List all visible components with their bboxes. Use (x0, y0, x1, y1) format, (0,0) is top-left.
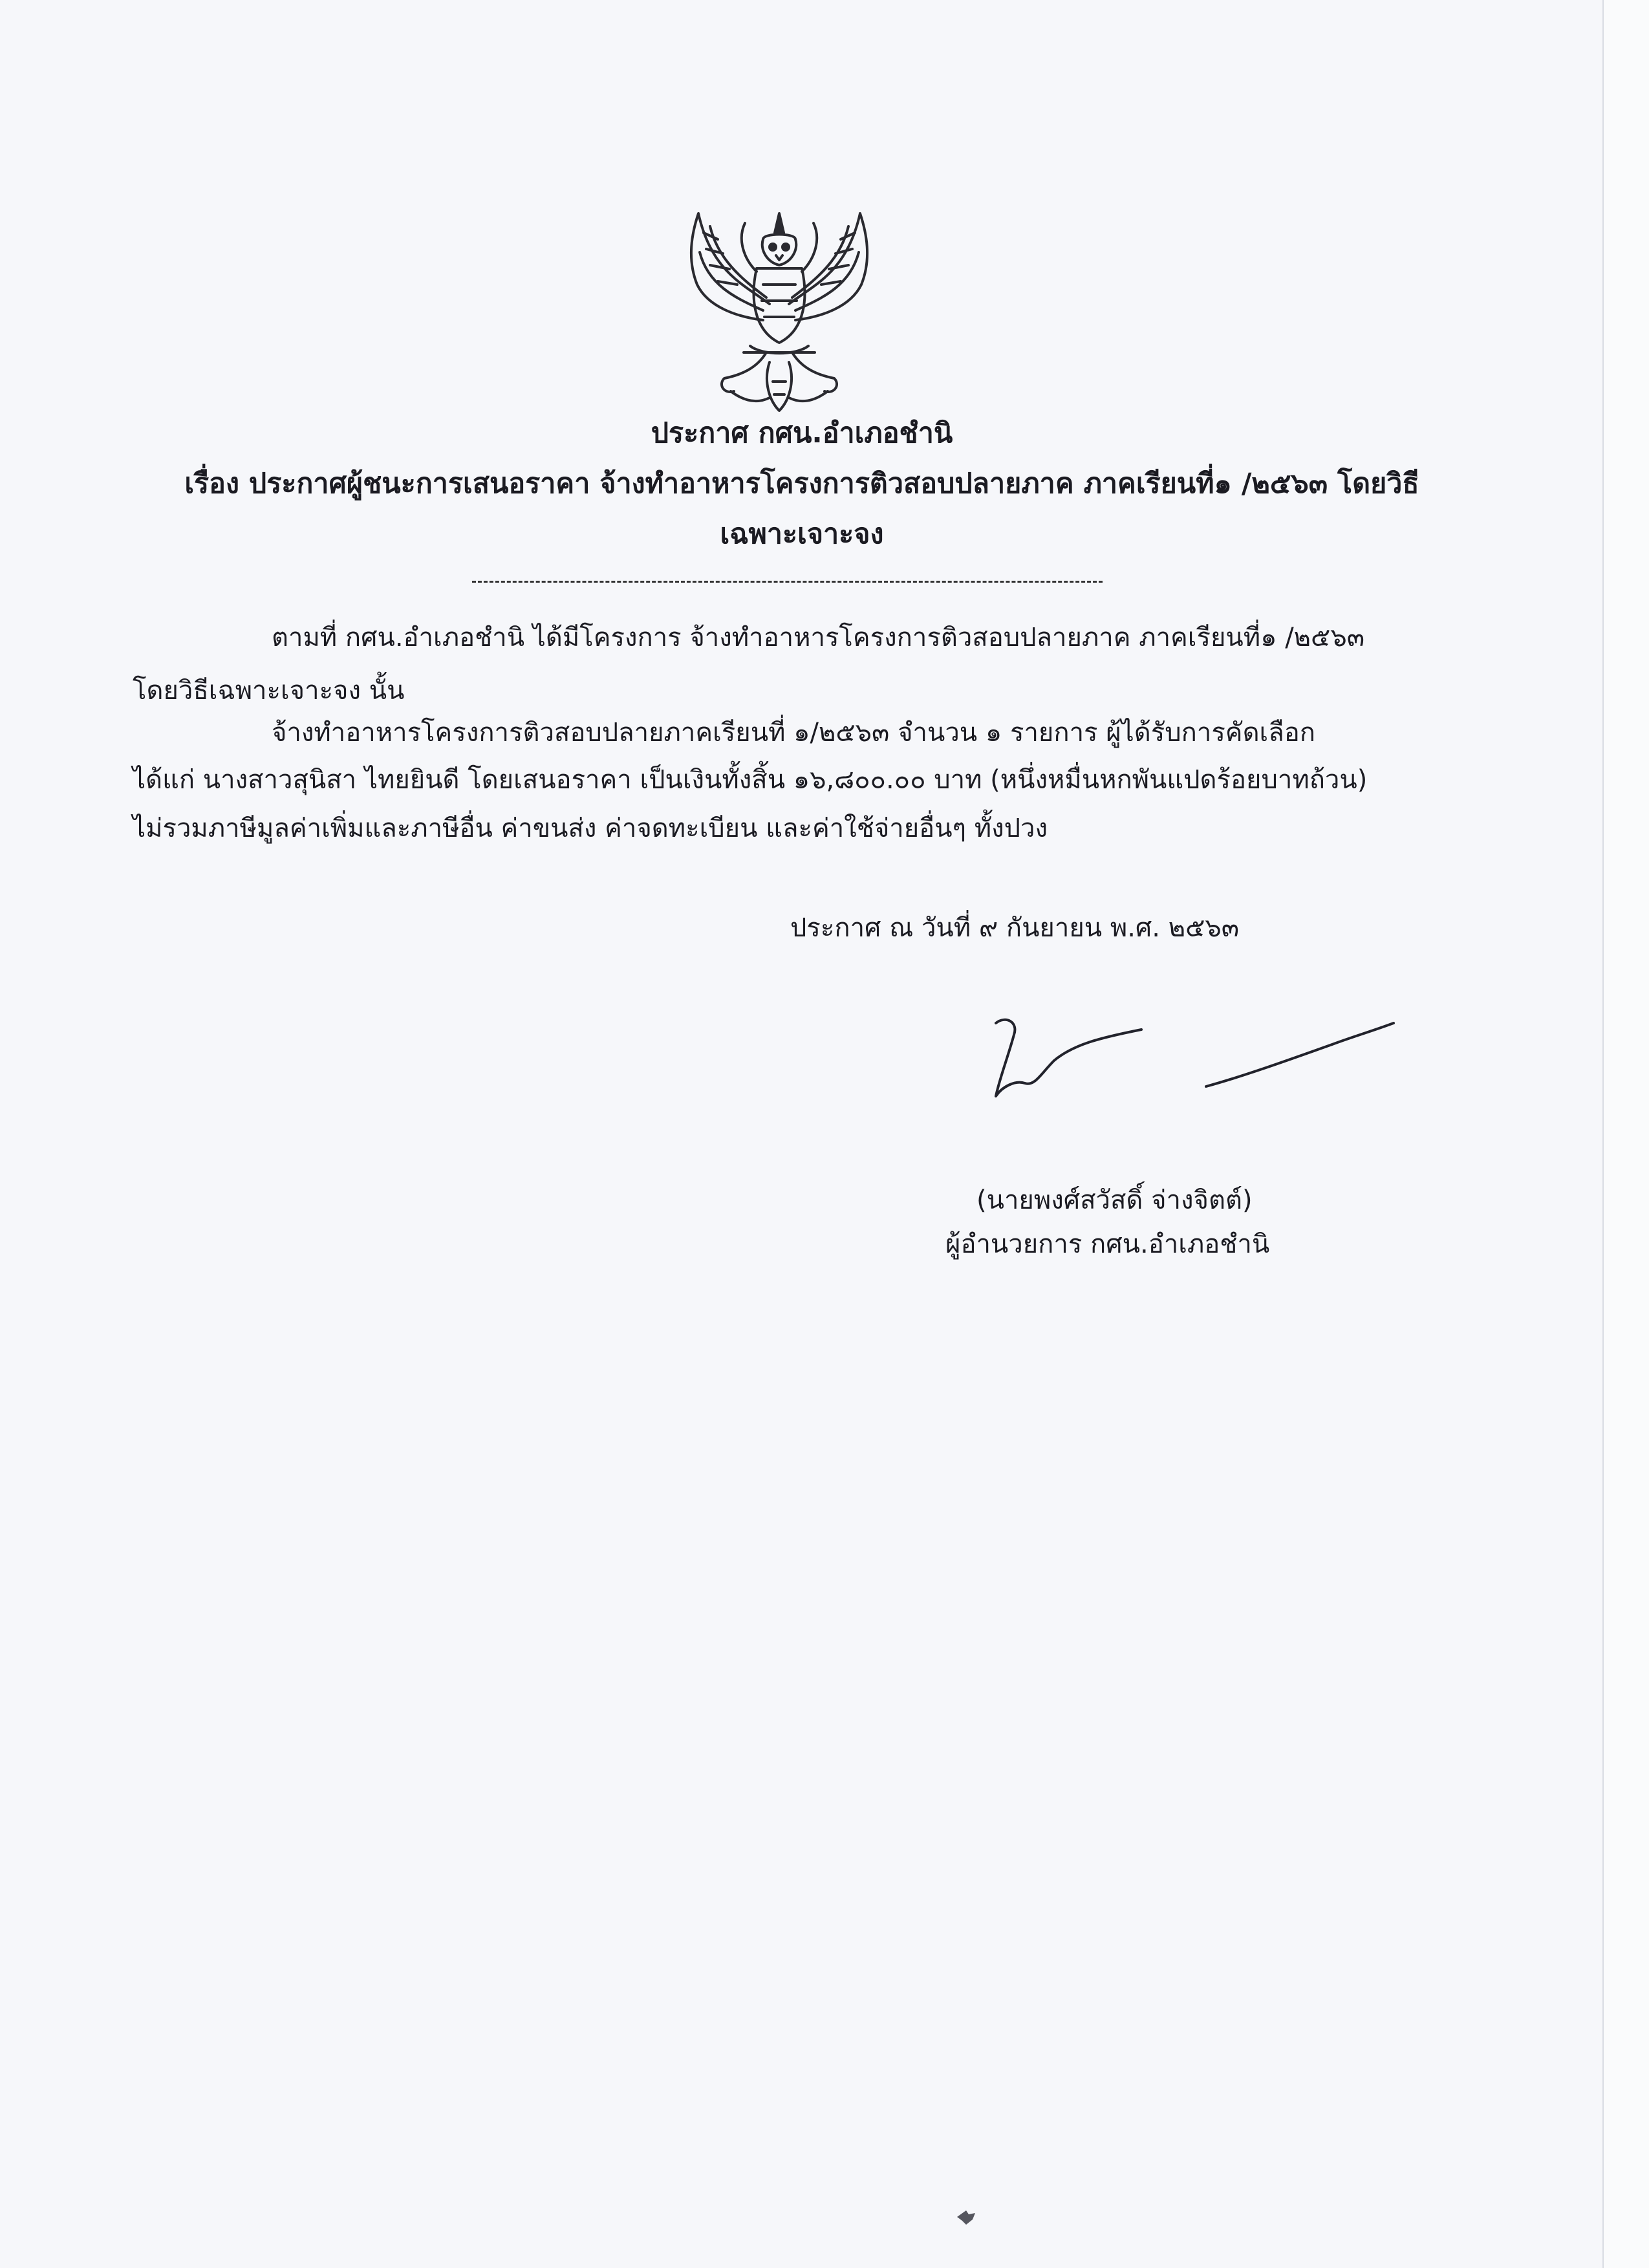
garuda-emblem-icon (673, 188, 886, 420)
announcement-date: ประกาศ ณ วันที่ ๙ กันยายน พ.ศ. ๒๕๖๓ (790, 913, 1240, 943)
signer-position: ผู้อำนวยการ กศน.อำเภอชำนิ (945, 1229, 1270, 1259)
signer-name: (นายพงศ์สวัสดิ์ จ่างจิตต์) (976, 1185, 1253, 1215)
announcement-subject: เรื่อง ประกาศผู้ชนะการเสนอราคา จ้างทำอาหารโครงการติวสอบปลายภาค ภาคเรียนที่๑ /๒๕๖๓ โดยวิธี (184, 468, 1419, 500)
announcement-method: เฉพาะเจาะจง (720, 518, 884, 550)
announcement-org-title: ประกาศ กศน.อำเภอชำนิ (651, 417, 953, 449)
body-paragraph-2-line-2: ได้แก่ นางสาวสุนิสา ไทยยินดี โดยเสนอราคา เป็นเงินทั้งสิ้น ๑๖,๘๐๐.๐๐ บาท (หนึ่งหมื่นหกพันแปดร้อยบาทถ้วน) (133, 765, 1368, 795)
body-paragraph-1-line-2: โดยวิธีเฉพาะเจาะจง นั้น (133, 676, 405, 706)
body-paragraph-1-line-1: ตามที่ กศน.อำเภอชำนิ ได้มีโครงการ จ้างทำอาหารโครงการติวสอบปลายภาค ภาคเรียนที่๑ /๒๕๖๓ (272, 623, 1365, 653)
body-paragraph-2-line-3: ไม่รวมภาษีมูลค่าเพิ่มและภาษีอื่น ค่าขนส่ง ค่าจดทะเบียน และค่าใช้จ่ายอื่นๆ ทั้งปวง (133, 814, 1048, 843)
handwritten-signature (983, 1009, 1397, 1138)
body-paragraph-2-line-1: จ้างทำอาหารโครงการติวสอบปลายภาคเรียนที่ ๑/๒๕๖๓ จำนวน ๑ รายการ ผู้ได้รับการคัดเลือก (272, 718, 1315, 748)
header-divider (472, 581, 1103, 583)
stapler-mark-icon (954, 2208, 978, 2227)
scan-edge (1602, 0, 1649, 2268)
